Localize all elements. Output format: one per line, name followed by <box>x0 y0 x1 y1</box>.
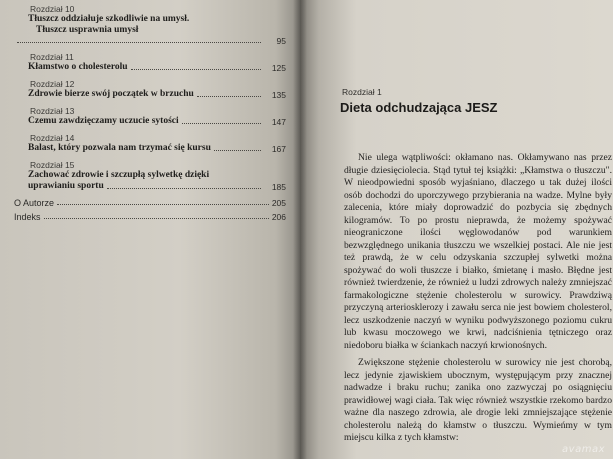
toc-chapter-title: Zachować zdrowie i szczupłą sylwetkę dzięki <box>28 170 210 180</box>
toc-chapter-title: Zdrowie bierze swój początek w brzuchu <box>28 89 194 99</box>
left-page <box>0 0 300 459</box>
toc-page-number: 95 <box>276 36 286 46</box>
toc-page-number: 135 <box>271 90 286 100</box>
toc-page-number: 185 <box>271 182 286 192</box>
toc-entry-about-author <box>14 198 286 208</box>
toc-chapter-title: Tłuszcz oddziałuje szkodliwie na umysł. <box>28 14 190 24</box>
toc-chapter-number: Rozdział 15 <box>30 160 75 170</box>
toc-page-number: 206 <box>271 212 286 222</box>
toc-chapter-number: Rozdział 14 <box>30 133 75 143</box>
toc-dot-leader <box>214 150 261 151</box>
toc-dot-leader <box>44 218 269 219</box>
toc-dot-leader <box>197 96 261 97</box>
chapter-title: Dieta odchudzająca JESZ <box>340 100 498 115</box>
toc-leader-row <box>14 36 286 46</box>
toc-entry-15 <box>14 160 286 192</box>
toc-dot-leader <box>107 188 261 189</box>
watermark-logo: avamax <box>562 444 605 455</box>
toc-chapter-title-cont: Tłuszcz usprawnia umysł <box>36 25 139 35</box>
toc-dot-leader <box>182 123 261 124</box>
chapter-body <box>344 152 612 445</box>
toc-extra-label: O Autorze <box>14 198 55 208</box>
body-paragraph: Zwiększone stężenie cholesterolu w surowicy nie jest chorobą, lecz jedynie zjawiskiem ubocznym, występującym przy znacznej nadwadze i braku ruchu; zanika ono zazwyczaj po osiągnięciu prawidłowej wagi ciała. Tak więc również wszystkie rzekomo bardzo ważne dla naszego zdrowia, ale drogie leki zmniejszające stężenie cholesterolu należą do kłamstw o tłuszczu. Wymieńmy w tym miejscu kilka z tych kłamstw: <box>344 357 612 443</box>
toc-dot-leader <box>17 42 261 43</box>
toc-chapter-title: Balast, który pozwala nam trzymać się kursu <box>28 143 211 153</box>
toc-dot-leader <box>57 204 269 205</box>
chapter-number: Rozdział 1 <box>342 87 382 97</box>
toc-entry-14 <box>14 133 286 154</box>
toc-chapter-title: Kłamstwo o cholesterolu <box>28 62 128 72</box>
toc-page-number: 205 <box>271 198 286 208</box>
toc-chapter-title-cont: uprawianiu sportu <box>28 181 104 191</box>
toc-entry-11 <box>14 52 286 73</box>
toc-page-number: 125 <box>271 63 286 73</box>
toc-entry-index <box>14 212 286 222</box>
toc-dot-leader <box>131 69 261 70</box>
toc-entry-12 <box>14 79 286 100</box>
toc-chapter-title: Czemu zawdzięczamy uczucie sytości <box>28 116 179 126</box>
toc-page-number: 147 <box>271 117 286 127</box>
right-page <box>300 0 613 459</box>
toc-entry-10 <box>14 4 286 46</box>
toc-chapter-number: Rozdział 12 <box>30 79 75 89</box>
toc-page-number: 167 <box>271 144 286 154</box>
toc-chapter-number: Rozdział 10 <box>30 4 75 14</box>
toc-chapter-number: Rozdział 13 <box>30 106 75 116</box>
toc-entry-13 <box>14 106 286 127</box>
toc-chapter-number: Rozdział 11 <box>30 52 74 62</box>
body-paragraph: Nie ulega wątpliwości: okłamano nas. Okłamywano nas przez długie dziesięciolecia. Stąd tytuł tej książki: „Kłamstwa o tłuszczu". W nieodpowiedni sposób wyjaśniano, dlaczego u tak dużej ilości osób dochodzi do uporczywego przybierania na wadze. Mylne były zalecenia, które miały doprowadzić do pozbycia się zbędnych kilogramów. To po prostu nieprawda, że możemy spożywać nieograniczone ilości węglowodanów pod warunkiem bezwzględnego unikania tłuszczu we wszelkiej postaci. Ale nie jest też prawdą, że w celu odzyskania szczupłej sylwetki można spożywać do woli tłuszcze i białko, śmietanę i masło. Błędne jest również twierdzenie, że również u ludzi zdrowych należy zmniejszać farmakologiczne stężenie cholesterolu w surowicy. Prawdziwą przyczyną arteriosklerozy i zawału serca nie jest bowiem cholesterol, lecz uszkodzenie naczyń w wyniku podwyższonego poziomu cukru lub kwasu moczowego we krwi, nadciśnienia tętniczego oraz niedoboru białka w ściankach naczyń krwionośnych. <box>344 152 612 351</box>
book-gutter <box>293 0 307 459</box>
table-of-contents <box>14 4 286 222</box>
toc-extra-label: Indeks <box>14 212 41 222</box>
